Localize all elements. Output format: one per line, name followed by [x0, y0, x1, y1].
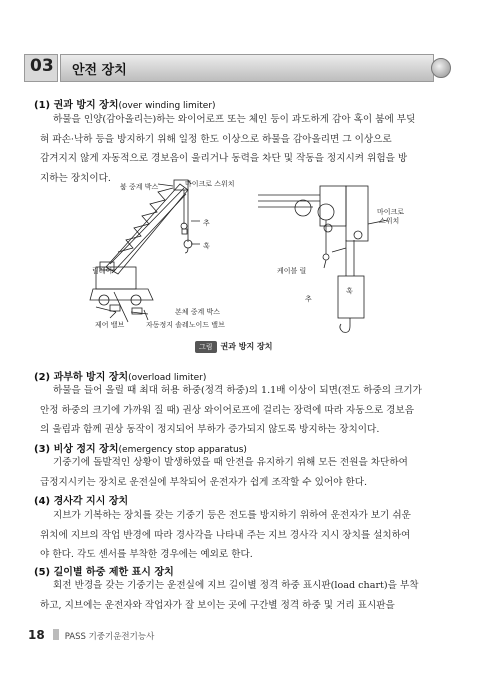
label-weight-2: 추	[305, 295, 312, 303]
label-control-valve: 제어 밸브	[95, 321, 125, 329]
heading-emergency-stop: (3) 비상 정지 장치(emergency stop apparatus)	[34, 444, 247, 455]
figure-tag: 그림	[195, 341, 217, 353]
paragraph-load-limit: 회전 반경을 갖는 기중기는 운전실에 지브 길이별 정격 하중 표시판(load chart)을 부착 하고, 지브에는 운전자와 작업자가 잘 보이는 곳에 구간별 정격 하중 및 거리 표시판을	[40, 580, 419, 611]
label-hook-2: 훅	[346, 287, 353, 295]
paragraph-tilt-indicator: 지브가 기복하는 장치를 갖는 기중기 등은 전도를 방지하기 위하여 운전자가 보기 쉬운 위치에 지브의 작업 반경에 따라 경사각을 나타내 주는 지브 경사각 지시 장치를 설치하여 야 한다. 각도 센서를 부착한 경우에는 예외로 한다.	[40, 510, 411, 560]
label-micro-switch-2b: 스위치	[379, 217, 400, 225]
overwinding-limiter-figure	[88, 172, 428, 342]
section-title: 안전 장치	[72, 63, 127, 78]
heading-overwinding: (1) 권과 방지 장치(over winding limiter)	[34, 100, 216, 111]
page-number: 18	[28, 628, 45, 642]
heading-tilt-indicator: (4) 경사각 지시 장치	[34, 496, 129, 507]
section-header	[24, 54, 434, 82]
book-title: PASS 기중기운전기능사	[64, 632, 155, 642]
header-ornament-icon	[431, 58, 451, 78]
heading-overload: (2) 과부하 방지 장치(overload limiter)	[34, 372, 207, 383]
label-micro-switch-2a: 마이크로	[377, 208, 405, 216]
paragraph-emergency-stop: 기중기에 돌발적인 상황이 발생하였을 때 안전을 유지하기 위해 모든 전원을 차단하여 급정지시키는 장치로 운전실에 부착되어 운전자가 쉽게 조작할 수 있어야 한다.	[40, 457, 408, 488]
label-body-box: 본체 중계 박스	[175, 308, 221, 316]
paragraph-overwinding: 하물을 인양(감아올리는)하는 와이어로프 또는 체인 등이 과도하게 감아 혹이 붐에 부딪 혀 파손·낙하 등을 방지하기 위해 일정 한도 이상으로 하물을 감아올리면 그 이상으로 감겨지지 않게 자동적으로 경보음이 울리거나 동력을 차단 및 작동을 정지시켜 위험을 방 지하는 장치이다.	[40, 114, 416, 184]
label-cable-reel: 케이블 릴	[277, 267, 307, 275]
footer-separator	[53, 629, 59, 640]
heading-load-limit: (5) 길이별 하중 제한 표시 장치	[34, 567, 174, 578]
label-micro-switch-1: 마이크로 스위치	[185, 180, 235, 188]
label-hook-1: 훅	[203, 242, 210, 250]
section-number: 03	[30, 56, 54, 76]
label-solenoid-valve: 자동정지 솔레노이드 밸브	[146, 321, 225, 329]
paragraph-overload: 하물을 들어 올릴 때 최대 허용 하중(정격 하중)의 1.1배 이상이 되면(전도 하중의 크기가 안정 하중의 크기에 가까워 질 때) 권상 와이어로프에 걸리는 장력에 따라 자동으로 경보음 의 울림과 함께 권상 동작이 정지되어 부하가 증가되지 않도록 방지하는 장치이다.	[40, 385, 422, 435]
label-weight-1: 추	[203, 219, 210, 227]
label-boom-box: 붐 중계 박스	[120, 183, 159, 191]
label-relay: 릴레이	[92, 267, 113, 275]
page-footer	[28, 624, 154, 643]
figure-caption: 그림 권과 방지 장치	[195, 341, 272, 353]
